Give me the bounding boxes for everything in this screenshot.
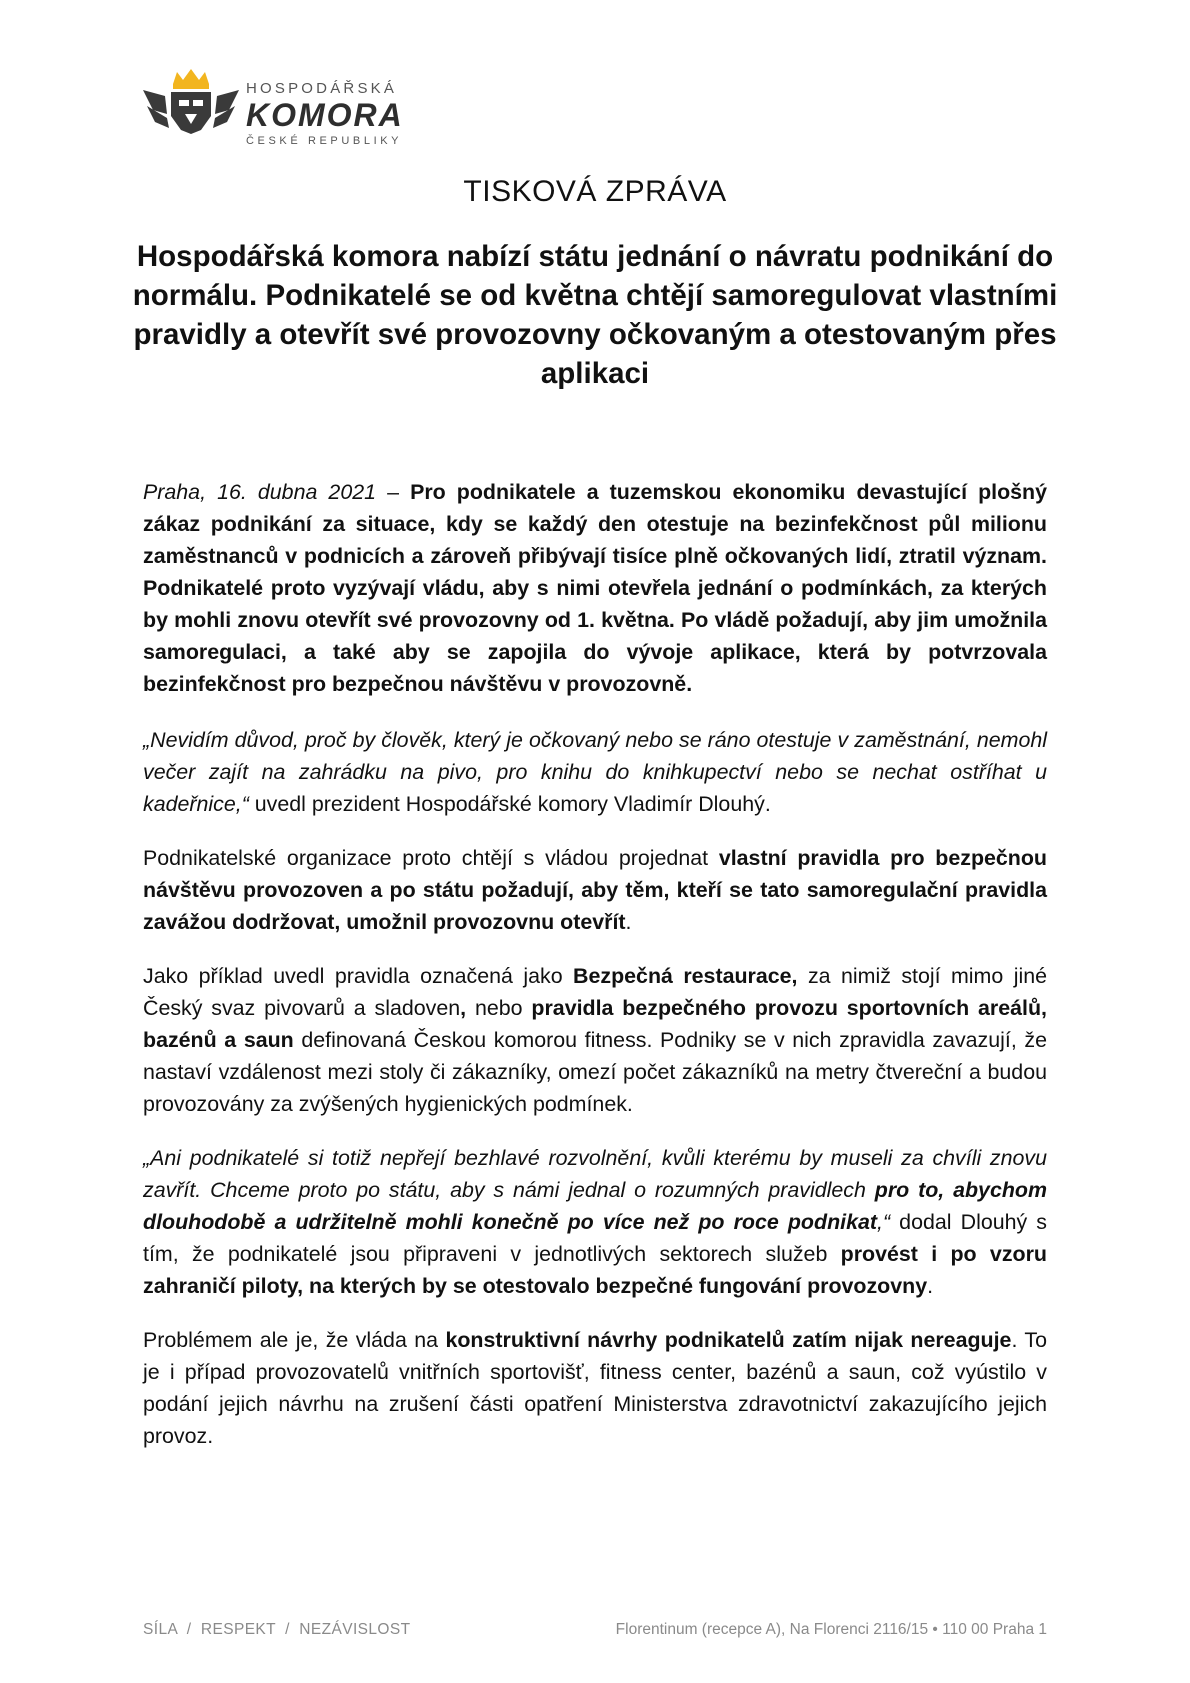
- bold-segment: pravidla bezpečného provozu sportovních areálů, bazénů a saun: [143, 996, 1047, 1052]
- text-segment: Problémem ale je, že vláda na: [143, 1328, 446, 1352]
- text-segment: nebo: [466, 996, 532, 1020]
- text-segment: dodal Dlouhý s tím, že podnikatelé jsou připraveni v jednotlivých sektorech služeb: [143, 1210, 1048, 1266]
- bold-segment: ,: [460, 996, 467, 1020]
- quote-text: „Nevidím důvod, proč by člověk, který je očkovaný nebo se ráno otestuje v zaměstnání, nemohl večer zajít na zahrádku na pivo, pro knihu do knihkupectví nebo se nechat ostříhat u kadeřnice,“: [143, 728, 1047, 816]
- quote-end: ,“: [877, 1210, 891, 1234]
- logo-text: [246, 80, 404, 148]
- text-segment: definovaná Českou komorou fitness. Podniky se v nich zpravidla zavazují, že nastaví vzdálenost mezi stoly či zákazníky, omezí počet zákazníků na metry čtvereční a budou provozovány za zvýšených hygienických podmínek.: [143, 1028, 1047, 1116]
- footer-address: Florentinum (recepce A), Na Florenci 2116/15 • 110 00 Praha 1: [615, 1621, 1047, 1638]
- quote-attribution: uvedl prezident Hospodářské komory Vladimír Dlouhý.: [248, 792, 771, 816]
- paragraph-problem: [143, 1324, 1047, 1452]
- dateline: Praha, 16. dubna 2021: [143, 480, 377, 504]
- text-segment: Jako příklad uvedl pravidla označená jako: [143, 964, 574, 988]
- quote-text: „Ani podnikatelé si totiž nepřejí bezhlavé rozvolnění, kvůli kterému by museli za chvíli znovu zavřít. Chceme proto po státu, aby s námi jednal o rozumných pravidlech: [143, 1146, 1047, 1202]
- lead-paragraph: [143, 476, 1047, 700]
- logo-line-1: HOSPODÁŘSKÁ: [246, 80, 398, 97]
- text-segment: za nimiž stojí mimo jiné Český svaz pivovarů a sladoven: [143, 964, 1047, 1020]
- text-segment: . To je i případ provozovatelů vnitřních sportovišť, fitness center, bazénů a saun, což vyústilo v podání jejich návrhu na zrušení části opatření Ministerstva zdravotnictví zakazujícího jejich provoz.: [143, 1328, 1047, 1448]
- quote-paragraph-2: [143, 1142, 1047, 1302]
- bold-segment: provést i po vzoru zahraničí piloty, na kterých by se otestovalo bezpečné fungování provozovny: [143, 1242, 1047, 1298]
- lead-text: Pro podnikatele a tuzemskou ekonomiku devastující plošný zákaz podnikání za situace, kdy se každý den otestuje na bezinfekčnost půl milionu zaměstnanců v podnicích a zároveň přibývají tisíce plně očkovaných lidí, ztratil význam. Podnikatelé proto vyzývají vládu, aby s nimi otevřela jednání o podmínkách, za kterých by mohli znovu otevřít své provozovny od 1. května. Po vládě požadují, aby jim umožnila samoregulaci, a také aby se zapojila do vývoje aplikace, která by potvrzovala bezinfekčnost pro bezpečnou návštěvu v provozovně.: [143, 480, 1048, 696]
- quote-bold-segment: pro to, abychom dlouhodobě a udržitelně mohli konečně po více než po roce podnikat: [143, 1178, 1047, 1234]
- logo-line-3: ČESKÉ REPUBLIKY: [246, 135, 403, 147]
- paragraph-examples: [143, 960, 1047, 1120]
- article-body: [143, 476, 1047, 1474]
- chamber-logo: [143, 66, 423, 146]
- text-segment: .: [927, 1274, 934, 1298]
- headline: Hospodářská komora nabízí státu jednání o návratu podnikání do normálu. Podnikatelé se od května chtějí samoregulovat vlastními pravidly a otevřít své provozovny očkovaným a otestovaným přes aplikaci: [132, 240, 1058, 390]
- dateline-dash: –: [376, 480, 411, 504]
- lion-crown-icon: [143, 66, 239, 136]
- bold-segment: konstruktivní návrhy podnikatelů zatím nijak nereaguje: [445, 1328, 1012, 1352]
- press-release-label: TISKOVÁ ZPRÁVA: [463, 175, 727, 208]
- text-segment: .: [625, 910, 632, 934]
- text-segment: Podnikatelské organizace proto chtějí s vládou projednat: [143, 846, 719, 870]
- footer-motto: SÍLA / RESPEKT / NEZÁVISLOST: [143, 1621, 411, 1638]
- paragraph-rules: [143, 842, 1047, 938]
- bold-segment: Bezpečná restaurace,: [573, 964, 798, 988]
- logo-line-2: KOMORA: [246, 97, 404, 133]
- quote-paragraph-1: [143, 724, 1047, 820]
- bold-segment: vlastní pravidla pro bezpečnou návštěvu provozoven a po státu požadují, aby těm, kteří se tato samoregulační pravidla zavážou dodržovat, umožnil provozovnu otevřít: [143, 846, 1047, 934]
